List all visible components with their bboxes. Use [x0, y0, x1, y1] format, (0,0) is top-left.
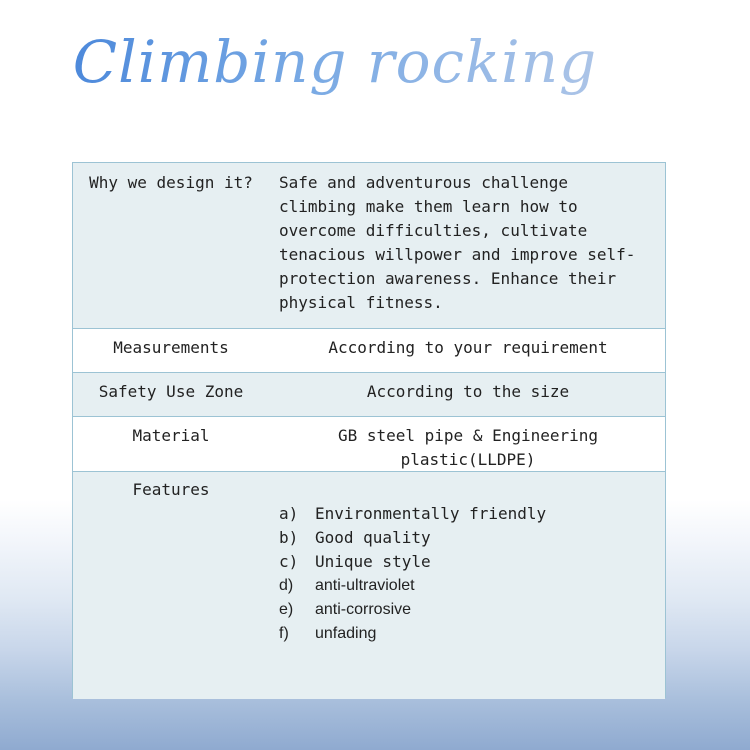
- feature-text: anti-ultraviolet: [315, 577, 415, 594]
- feature-item: [279, 550, 649, 574]
- feature-text: Unique style: [315, 552, 431, 571]
- feature-item: [279, 622, 649, 646]
- feature-marker: b): [279, 528, 299, 547]
- row-safety-zone: [73, 373, 665, 417]
- feature-marker: a): [279, 504, 299, 523]
- features-list: [279, 502, 649, 646]
- spec-table: [72, 162, 666, 698]
- feature-text: Environmentally friendly: [315, 504, 547, 523]
- why-label: Why we design it?: [89, 173, 253, 192]
- page-title: Climbing rocking: [0, 28, 670, 96]
- material-label: Material: [132, 426, 210, 445]
- why-value: Safe and adventurous challenge climbing make them learn how to overcome difficulties, cultivate tenacious willpower and improve self-protection awareness. Enhance their physical fitness.: [279, 173, 636, 312]
- material-value: [269, 424, 667, 472]
- row-material: [73, 417, 665, 472]
- feature-marker: e): [279, 601, 294, 618]
- row-features: [73, 472, 665, 699]
- row-measurements: [73, 329, 665, 373]
- feature-item: [279, 574, 649, 598]
- features-label: Features: [132, 480, 210, 499]
- feature-text: Good quality: [315, 528, 431, 547]
- measurements-label: Measurements: [113, 338, 229, 357]
- feature-marker: d): [279, 577, 294, 594]
- feature-marker: c): [279, 552, 299, 571]
- feature-item: [279, 502, 649, 526]
- row-why: [73, 163, 665, 329]
- safety-label: Safety Use Zone: [98, 382, 244, 401]
- material-value-line2: plastic(LLDPE): [400, 450, 536, 469]
- measurements-value: According to your requirement: [328, 338, 608, 357]
- feature-text: unfading: [315, 625, 377, 642]
- material-value-line1: GB steel pipe & Engineering: [337, 426, 599, 445]
- feature-item: [279, 598, 649, 622]
- feature-item: [279, 526, 649, 550]
- feature-text: anti-corrosive: [315, 601, 412, 618]
- feature-marker: f): [279, 625, 289, 642]
- safety-value: According to the size: [366, 382, 570, 401]
